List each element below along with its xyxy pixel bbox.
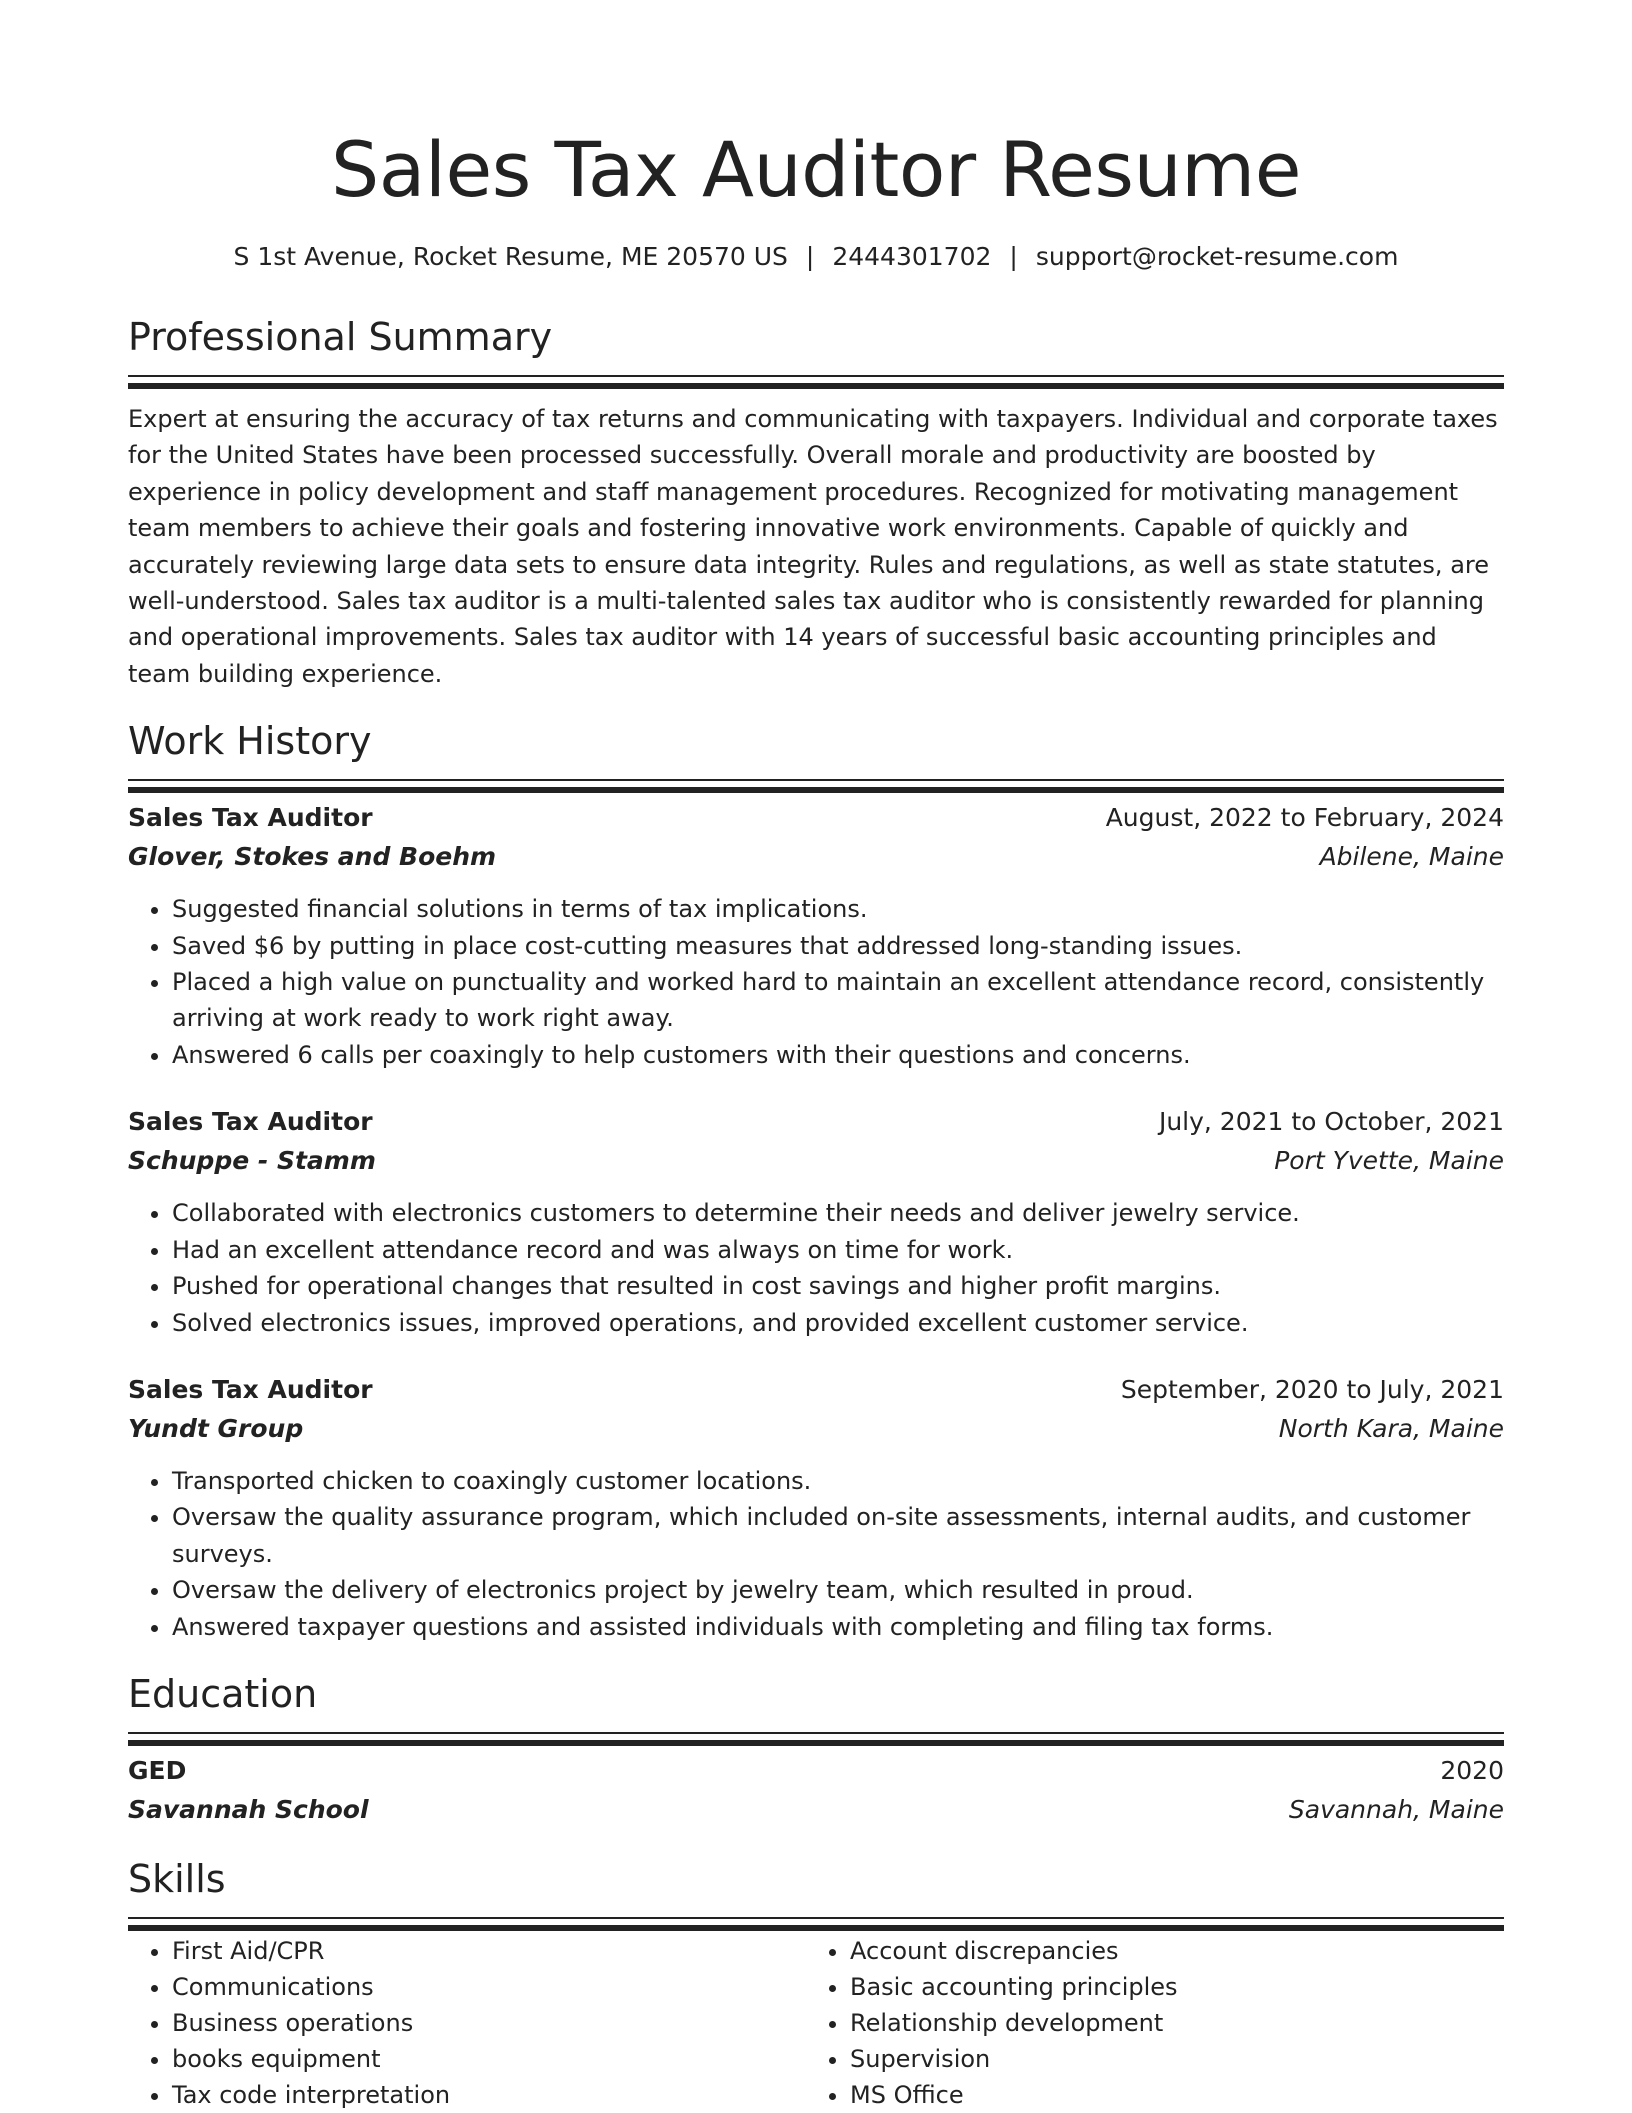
education-section (128, 1669, 1504, 1830)
section-divider (128, 1732, 1504, 1734)
education-year: 2020 (1440, 1755, 1504, 1785)
contact-email: support@rocket-resume.com (1035, 242, 1399, 271)
skill-item: • Relationship development (850, 2005, 1484, 2041)
job-company: Schuppe - Stamm (128, 1146, 376, 1176)
skill-item: • First Aid/CPR (172, 1933, 806, 1969)
skills-section (128, 1854, 1504, 2113)
job-bullet: • Oversaw the delivery of electronics project by jewelry team, which resulted in proud. (172, 1572, 1504, 1608)
job-bullet: • Answered taxpayer questions and assisted individuals with completing and filing tax forms. (172, 1609, 1504, 1645)
skill-item: • Account discrepancies (850, 1933, 1484, 1969)
job-bullet: • Pushed for operational changes that resulted in cost savings and higher profit margins. (172, 1268, 1504, 1304)
job-location: Port Yvette, Maine (1274, 1146, 1504, 1176)
job-bullets (128, 1195, 1504, 1341)
job-entry (128, 1371, 1504, 1645)
job-dates: July, 2021 to October, 2021 (1158, 1107, 1504, 1137)
job-bullet: • Solved electronics issues, improved operations, and provided excellent customer service. (172, 1305, 1504, 1341)
contact-address: S 1st Avenue, Rocket Resume, ME 20570 US (233, 242, 788, 271)
resume-page (128, 0, 1504, 2113)
section-divider (128, 1917, 1504, 1919)
job-bullet: • Suggested financial solutions in terms of tax implications. (172, 891, 1504, 927)
job-bullet: • Oversaw the quality assurance program, which included on-site assessments, internal audits, and customer surveys. (172, 1499, 1504, 1572)
job-company: Glover, Stokes and Boehm (128, 842, 497, 872)
summary-section (128, 312, 1504, 692)
job-bullet: • Answered 6 calls per coaxingly to help customers with their questions and concerns. (172, 1037, 1504, 1073)
section-heading-summary: Professional Summary (128, 315, 553, 359)
skill-item: • Supervision (850, 2041, 1484, 2077)
contact-separator: | (1009, 242, 1018, 271)
contact-phone: 2444301702 (832, 242, 992, 271)
section-heading-skills: Skills (128, 1856, 226, 1901)
section-heading-work-history: Work History (128, 719, 372, 764)
job-title: Sales Tax Auditor (128, 1374, 373, 1404)
skill-item: • Basic accounting principles (850, 1969, 1484, 2005)
skill-item: • Communications (172, 1969, 806, 2005)
skills-list-left (128, 1933, 806, 2113)
work-history-section (128, 716, 1504, 1645)
job-entry (128, 1103, 1504, 1341)
job-bullets (128, 891, 1504, 1073)
skill-item: • Business operations (172, 2005, 806, 2041)
job-title: Sales Tax Auditor (128, 803, 373, 833)
job-bullet: • Transported chicken to coaxingly customer locations. (172, 1463, 1504, 1499)
job-location: Abilene, Maine (1319, 842, 1504, 872)
section-heading-education: Education (128, 1671, 318, 1716)
resume-title: Sales Tax Auditor Resume (331, 125, 1301, 214)
section-divider (128, 375, 1504, 377)
job-bullet: • Placed a high value on punctuality and worked hard to maintain an excellent attendance record, consistently arriving at work ready to work right away. (172, 964, 1504, 1037)
job-dates: September, 2020 to July, 2021 (1120, 1374, 1504, 1404)
job-bullets (128, 1463, 1504, 1645)
skill-item: • MS Office (850, 2077, 1484, 2113)
contact-line (128, 240, 1504, 274)
skills-list-right (806, 1933, 1484, 2113)
job-bullet: • Had an excellent attendance record and was always on time for work. (172, 1232, 1504, 1268)
contact-separator: | (805, 242, 815, 271)
skill-item: • books equipment (172, 2041, 806, 2077)
summary-text: Expert at ensuring the accuracy of tax returns and communicating with taxpayers. Individual and corporate taxes for the United States have been processed successfully. Overall morale and productivity are boosted by experience in policy development and staff management procedures. Recognized for motivating management team members to achieve their goals and fostering innovative work environments. Capable of quickly and accurately reviewing large data sets to ensure data integrity. Rules and regulations, as well as state statutes, are well-understood. Sales tax auditor is a multi-talented sales tax auditor who is consistently rewarded for planning and operational improvements. Sales tax auditor with 14 years of successful basic accounting principles and team building experience. (128, 405, 1498, 688)
education-location: Savannah, Maine (1288, 1794, 1504, 1824)
education-degree: GED (128, 1755, 187, 1785)
education-entry (128, 1752, 1504, 1830)
job-bullet: • Collaborated with electronics customers to determine their needs and deliver jewelry service. (172, 1195, 1504, 1231)
education-school: Savannah School (128, 1794, 369, 1824)
skills-columns (128, 1933, 1504, 2113)
skill-item: • Tax code interpretation (172, 2077, 806, 2113)
job-location: North Kara, Maine (1278, 1413, 1504, 1443)
job-entry (128, 799, 1504, 1073)
job-bullet: • Saved $6 by putting in place cost-cutting measures that addressed long-standing issues. (172, 928, 1504, 964)
job-dates: August, 2022 to February, 2024 (1105, 803, 1504, 833)
job-title: Sales Tax Auditor (128, 1107, 373, 1137)
job-company: Yundt Group (128, 1413, 304, 1443)
section-divider (128, 779, 1504, 781)
